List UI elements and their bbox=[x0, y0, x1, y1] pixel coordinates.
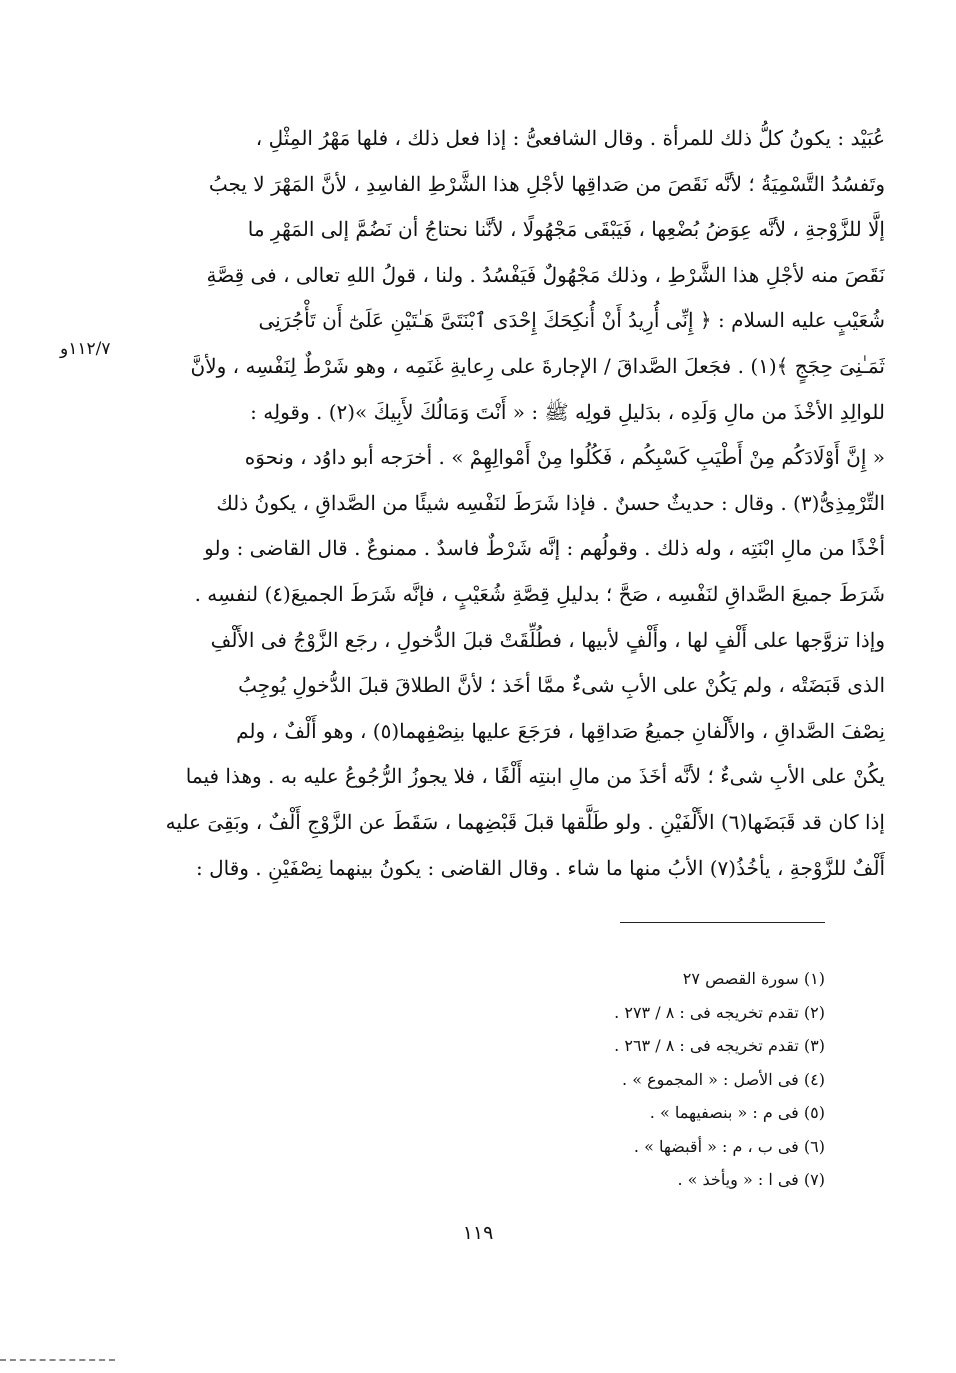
text-line: وإذا تزوَّجها على أَلْفٍ لها ، وأَلْفٍ لأبيها ، فطُلِّقَتْ قبلَ الدُّخولِ ، رجَع الزَّوْجُ فى الأَلْفِ bbox=[210, 627, 885, 652]
text-line: للوالِدِ الأخْذَ من مالِ وَلَدِه ، بدَليلِ قولِه ﷺ : « أَنْتَ وَمَالُكَ لأَبِيكَ »(٢) . وقولِه : bbox=[250, 399, 885, 424]
text-line: إلَّا للزَّوْجةِ ، لأنَّه عِوَضُ بُضْعِها ، فَيَبْقَى مَجْهُولًا ، لأنَّنا نحتاجُ أن نَضُمَّ إلى المَهْرِ ما bbox=[247, 217, 885, 242]
text-line: يكُنْ على الأبِ شىءٌ ؛ لأنَّه أخَذَ من مالِ ابنتِه أَلْفًا ، فلا يجوزُ الرُّجُوعُ عليه به . وهذا فيما bbox=[185, 764, 885, 789]
footnote: (٣) تقدم تخريجه فى : ٨ / ٢٦٣ . bbox=[614, 1036, 825, 1055]
footnotes bbox=[400, 962, 825, 1197]
text-line: نِصْفَ الصَّداقِ ، والأَلْفانِ جميعُ صَداقِها ، فرَجَعَ عليها بنِصْفِهما(٥) ، وهو أَلْفٌ ، ولم bbox=[236, 718, 885, 743]
footnote: (٤) فى الأصل : « المجموع » . bbox=[622, 1069, 825, 1089]
text-line: شُعَيْبٍ عليه السلام : ﴿ إِنِّى أُرِيدُ أَنْ أُنكِحَكَ إِحْدَى ٱبْنَتَىَّ هَـٰتَيْنِ عَلَىٰٓ أَن تَأْجُرَنِى bbox=[258, 308, 885, 333]
text-line: ثَمَـٰنِىَ حِجَجٍ ﴾(١) . فجَعلَ الصَّداقَ / الإجارةَ على رِعايةِ غَنَمِه ، وهو شَرْطٌ لِنَفْسِه ، ولأنَّ bbox=[190, 353, 885, 378]
text-line: عُبَيْد : يكونُ كلُّ ذلك للمرأة . وقال الشافعىُّ : إذا فعل ذلك ، فلها مَهْرُ المِثْلِ ، bbox=[255, 126, 885, 150]
text-line: وتَفسُدُ التَّسْمِيَةُ ؛ لأنَّه نَقَصَ من صَداقِها لأجْلِ هذا الشَّرْطِ الفاسِدِ ، لأنَّ المَهْرَ لا يجبُ bbox=[208, 171, 885, 196]
footnote: (٥) فى م : « بنصفيهما » . bbox=[649, 1103, 825, 1122]
footnote: (٢) تقدم تخريجه فى : ٨ / ٢٧٣ . bbox=[614, 1002, 825, 1022]
footnote: (١) سورة القصص ٢٧ bbox=[682, 969, 825, 988]
text-line: إذا كان قد قَبَضَها(٦) الأَلْفَيْنِ . ولو طَلَّقها قبلَ قَبْضِهما ، سَقَطَ عن الزَّوْجِ أَلْفٌ ، وبَقِىَ عليه bbox=[165, 809, 885, 834]
scan-edge-mark bbox=[0, 1359, 115, 1361]
page-number: ١١٩ bbox=[462, 1222, 494, 1244]
footnote: (٦) فى ب ، م : « أقبضها » . bbox=[633, 1136, 825, 1156]
text-line: التِّرْمِذِىُّ(٣) . وقال : حديثٌ حسنٌ . فإذا شَرَطَ لنَفْسِه شيئًا من الصَّداقِ ، يكونُ ذلك bbox=[216, 490, 885, 515]
text-line: أَلْفٌ للزَّوْجةِ ، يأخُذُ(٧) الأبُ منها ما شاء . وقال القاضى : يكونُ بينهما نِصْفَيْنِ . وقال : bbox=[196, 855, 885, 880]
text-line: « إِنَّ أَوْلَادَكُم مِنْ أَطْيَبِ كَسْبِكُم ، فَكُلُوا مِنْ أَمْوالِهِمْ » . أخرَجه أبو داوُد ، ونحوَه bbox=[244, 445, 885, 470]
margin-manuscript-reference: ١١٢/٧و bbox=[60, 339, 111, 359]
footnote-separator bbox=[620, 922, 825, 923]
text-line: الذى قَبَضَتْه ، ولم يَكُنْ على الأبِ شىءٌ ممَّا أخَذ ؛ لأنَّ الطلاقَ قبلَ الدُّخولِ يُوجِبُ bbox=[238, 673, 885, 698]
main-text-block bbox=[150, 116, 885, 891]
text-line: شَرَطَ جميعَ الصَّداقِ لنَفْسِه ، صَحَّ ؛ بدليلِ قِصَّةِ شُعَيْبٍ ، فإنَّه شَرَطَ الجميعَ(٤) لنفسِه . bbox=[194, 581, 885, 606]
text-line: نَقَصَ منه لأجْلِ هذا الشَّرْطِ ، وذلك مَجْهُولٌ فَيَفْسُدُ . ولنا ، قولُ اللهِ تعالى ، فى قِصَّةِ bbox=[206, 262, 885, 287]
footnote: (٧) فى ا : « ويأخذ » . bbox=[677, 1170, 825, 1189]
text-line: أخْذًا من مالِ ابْنَتِه ، وله ذلك . وقولُهم : إنَّه شَرْطٌ فاسدٌ . ممنوعٌ . قال القاضى : ولو bbox=[204, 536, 885, 561]
